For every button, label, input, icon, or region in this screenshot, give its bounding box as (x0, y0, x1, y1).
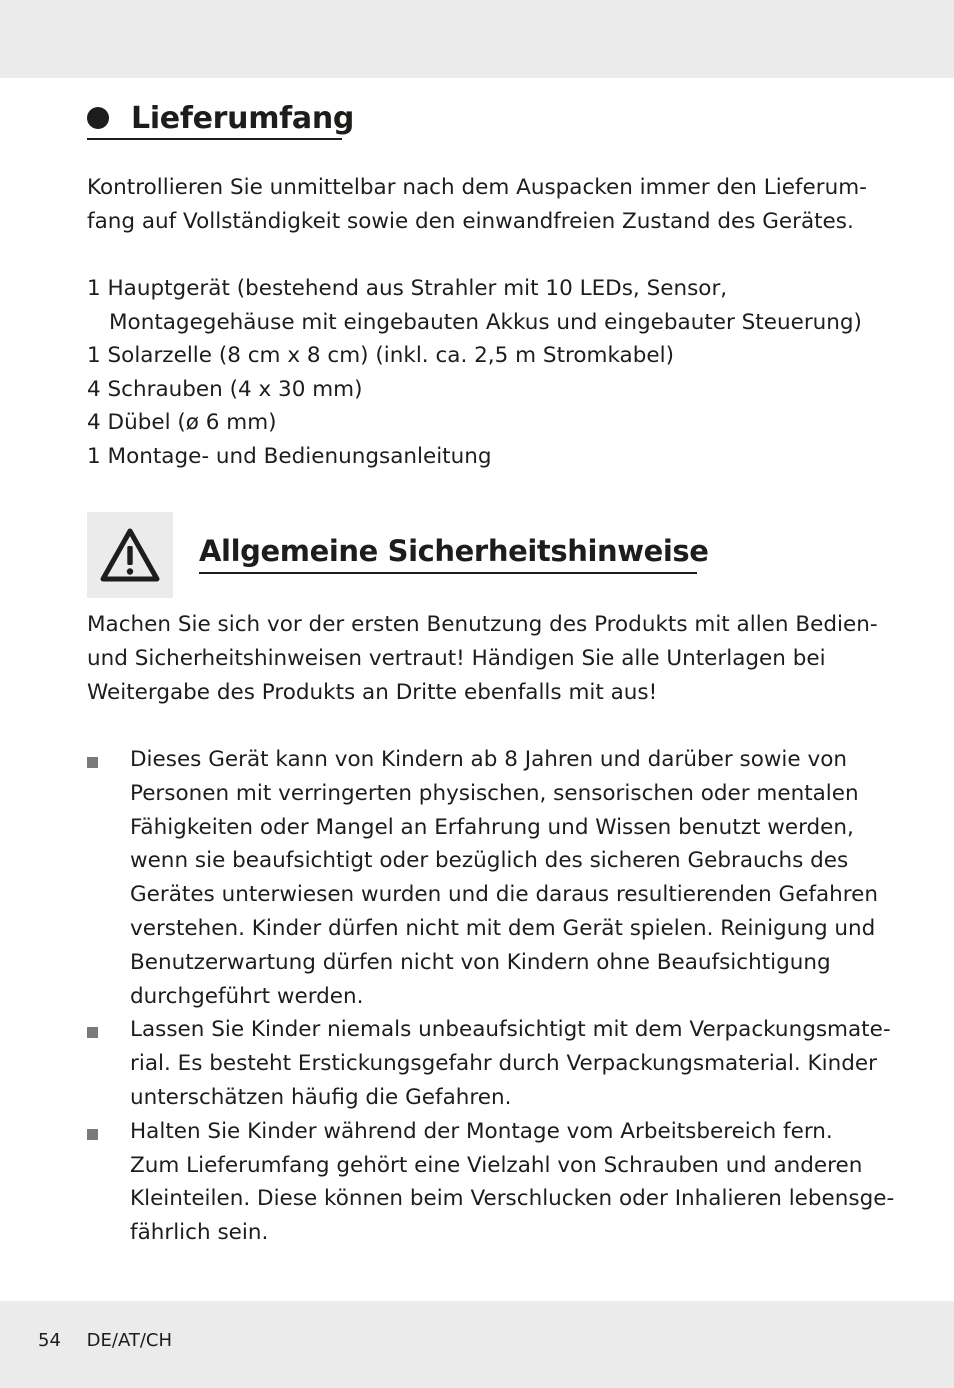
list-item (87, 1013, 894, 1114)
section-heading-lieferumfang (87, 96, 354, 140)
scope-of-delivery-list (87, 272, 862, 473)
text-line: Gerätes unterwiesen wurden und die daraus resultierenden Gefahren (130, 882, 879, 908)
page-number: 54 (38, 1330, 61, 1351)
text-line: Fähigkeiten oder Mangel an Erfahrung und Wissen benutzt werden, (130, 814, 854, 840)
list-item: 4 Dübel (ø 6 mm) (87, 410, 277, 435)
list-item: 1 Montage- und Bedienungsanleitung (87, 443, 492, 469)
page-footer (38, 1330, 172, 1351)
heading-underline (199, 572, 697, 574)
text-line: fährlich sein. (130, 1220, 269, 1246)
text-line: Machen Sie sich vor der ersten Benutzung des Produkts mit allen Bedien- (87, 612, 878, 637)
list-item-text-continued: Montagegehäuse mit eingebauten Akkus und eingebauter Steuerung) (109, 309, 862, 335)
list-item (87, 272, 862, 339)
list-item: 4 Schrauben (4 x 30 mm) (87, 376, 363, 402)
text-line: Halten Sie Kinder während der Montage vom Arbeitsbereich fern. (130, 1118, 833, 1144)
warning-triangle-icon (98, 526, 162, 584)
text-line: Personen mit verringerten physischen, sensorischen oder mentalen (130, 780, 859, 806)
text-line: Lassen Sie Kinder niemals unbeaufsichtigt mit dem Verpackungsmate- (130, 1017, 891, 1043)
text-line: Benutzerwartung dürfen nicht von Kindern ohne Beaufsichtigung (130, 949, 831, 975)
text-line: unterschätzen häufig die Gefahren. (130, 1084, 512, 1110)
text-line: Dieses Gerät kann von Kindern ab 8 Jahren und darüber sowie von (130, 747, 847, 772)
text-line: wenn sie beaufsichtigt oder bezüglich des sicheren Gebrauchs des (130, 848, 849, 874)
safety-instructions-list (87, 743, 894, 1250)
intro-paragraph (87, 171, 867, 239)
text-line: Kontrollieren Sie unmittelbar nach dem Auspacken immer den Lieferum- (87, 175, 867, 200)
text-line: Weitergabe des Produkts an Dritte ebenfalls mit aus! (87, 680, 658, 705)
text-line: verstehen. Kinder dürfen nicht mit dem Gerät spielen. Reinigung und (130, 915, 876, 941)
header-band (0, 0, 954, 78)
square-bullet-icon (87, 1027, 98, 1038)
text-line: durchgeführt werden. (130, 983, 364, 1009)
text-line: fang auf Vollständigkeit sowie den einwandfreien Zustand des Gerätes. (87, 209, 854, 234)
region-label: DE/AT/CH (86, 1330, 173, 1351)
text-line: Zum Lieferumfang gehört eine Vielzahl von Schrauben und anderen (130, 1152, 863, 1178)
text-line: rial. Es besteht Erstickungsgefahr durch Verpackungsmaterial. Kinder (130, 1051, 877, 1077)
text-line: und Sicherheitshinweisen vertraut! Händigen Sie alle Unterlagen bei (87, 646, 826, 671)
heading-bullet-icon (87, 107, 109, 129)
intro-paragraph (87, 608, 878, 710)
list-item (87, 743, 894, 1013)
list-item-text: 1 Hauptgerät (bestehend aus Strahler mit 10 LEDs, Sensor, (87, 276, 728, 301)
square-bullet-icon (87, 757, 98, 768)
section-title: Allgemeine Sicherheitshinweise (199, 534, 709, 568)
square-bullet-icon (87, 1129, 98, 1140)
list-item: 1 Solarzelle (8 cm x 8 cm) (inkl. ca. 2,5 m Stromkabel) (87, 343, 674, 368)
section-title: Lieferumfang (131, 100, 355, 136)
heading-underline (87, 138, 342, 140)
warning-box (87, 512, 173, 598)
text-line: Kleinteilen. Diese können beim Verschlucken oder Inhalieren lebensge- (130, 1186, 895, 1212)
list-item (87, 1115, 894, 1250)
